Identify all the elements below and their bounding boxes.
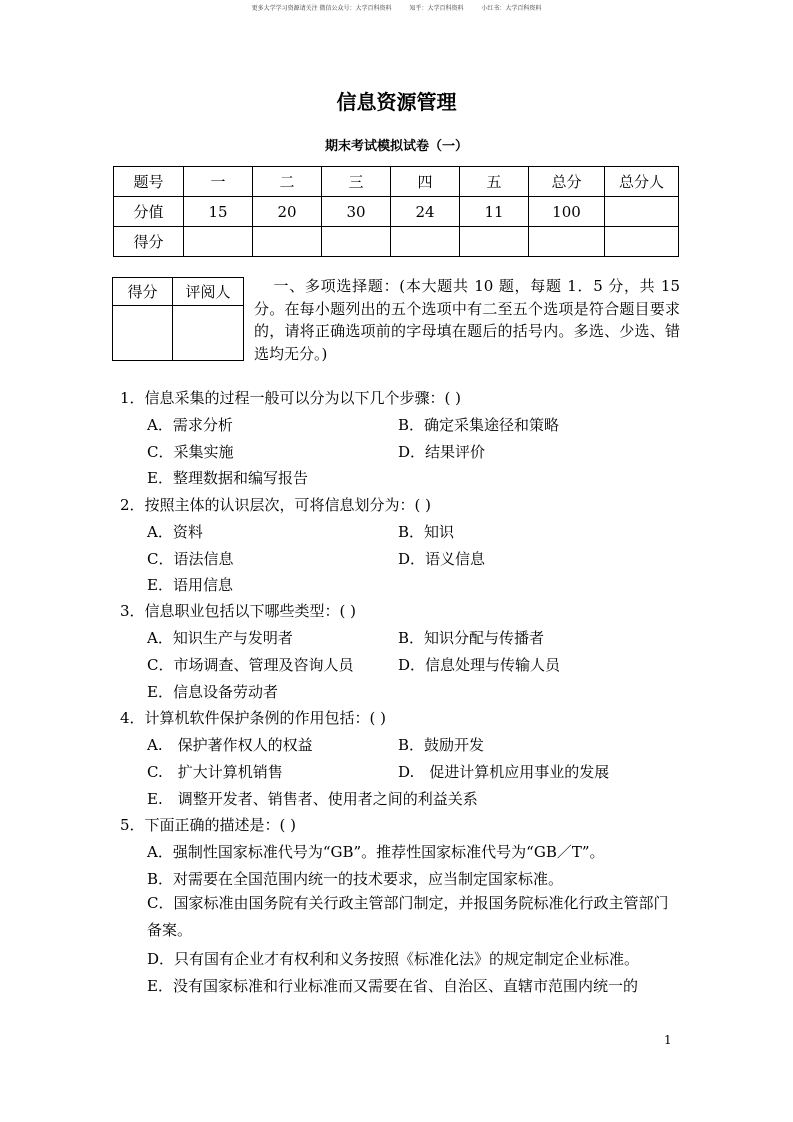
score-label: 得分	[114, 227, 184, 257]
question-1-option-c: C．采集实施	[147, 443, 234, 461]
grader-name-label: 评阅人	[173, 278, 244, 306]
question-3-option-c: C．市场调查、管理及咨询人员	[147, 656, 354, 674]
score-table-values-row	[114, 197, 679, 227]
question-3-option-e: E．信息设备劳动者	[147, 683, 278, 701]
question-3-option-b: B．知识分配与传播者	[398, 629, 545, 647]
question-3-option-a: A．知识生产与发明者	[147, 629, 293, 647]
score-table-header-row	[114, 167, 679, 197]
empty-cell	[113, 306, 173, 361]
question-2-option-a: A．资料	[147, 523, 203, 541]
header-cell: 四	[391, 167, 460, 197]
value-cell: 30	[322, 197, 391, 227]
question-1-stem: 1．信息采集的过程一般可以分为以下几个步骤：( )	[120, 389, 462, 407]
header-cell: 五	[460, 167, 529, 197]
header-cell: 题号	[114, 167, 184, 197]
empty-cell	[529, 227, 605, 257]
header-cell: 总分	[529, 167, 605, 197]
empty-cell	[391, 227, 460, 257]
question-4-stem: 4．计算机软件保护条例的作用包括：( )	[120, 709, 387, 727]
empty-cell	[605, 197, 679, 227]
header-cell: 一	[184, 167, 253, 197]
value-cell: 15	[184, 197, 253, 227]
value-cell: 100	[529, 197, 605, 227]
question-4-option-c: C. 扩大计算机销售	[147, 763, 283, 781]
empty-cell	[253, 227, 322, 257]
value-cell: 20	[253, 197, 322, 227]
question-1-option-a: A．需求分析	[147, 416, 233, 434]
header-cell: 三	[322, 167, 391, 197]
question-1-option-b: B．确定采集途径和策略	[398, 416, 560, 434]
question-5-option-e: E．没有国家标准和行业标准而又需要在省、自治区、直辖市范围内统一的	[147, 977, 638, 995]
empty-cell	[460, 227, 529, 257]
document-title: 信息资源管理	[336, 90, 457, 114]
question-5-option-d: D．只有国有企业才有权利和义务按照《标准化法》的规定制定企业标准。	[147, 950, 640, 968]
header-cell: 二	[253, 167, 322, 197]
question-2-stem: 2．按照主体的认识层次，可将信息划分为：( )	[120, 496, 432, 514]
score-table	[113, 166, 679, 257]
question-2-option-b: B．知识	[398, 523, 455, 541]
value-cell: 24	[391, 197, 460, 227]
question-5-option-b: B．对需要在全国范围内统一的技术要求，应当制定国家标准。	[147, 870, 564, 888]
question-2-option-d: D．语义信息	[398, 550, 486, 568]
header-text-2: 知乎：大学百科资料	[409, 5, 464, 12]
question-4-option-b: B．鼓励开发	[398, 736, 485, 754]
question-3-stem: 3．信息职业包括以下哪些类型：( )	[120, 602, 357, 620]
question-5-option-c: C．国家标准由国务院有关行政主管部门制定，并报国务院标准化行政主管部门备案。	[147, 894, 669, 939]
grader-table	[112, 277, 244, 361]
header-text-1: 更多大学学习资源请关注 微信公众号：大学百科资料	[251, 5, 392, 12]
question-4-option-a: A. 保护著作权人的权益	[147, 736, 313, 754]
page-number: 1	[664, 1033, 672, 1047]
question-1-option-e: E．整理数据和编写报告	[147, 469, 308, 487]
document-subtitle: 期末考试模拟试卷（一）	[324, 139, 468, 154]
page-header	[0, 3, 793, 12]
question-5-stem: 5．下面正确的描述是：( )	[120, 816, 297, 834]
values-label: 分值	[114, 197, 184, 227]
question-5-option-a: A．强制性国家标准代号为“GB”。推荐性国家标准代号为“GB／T”。	[147, 843, 605, 861]
header-cell: 总分人	[605, 167, 679, 197]
value-cell: 11	[460, 197, 529, 227]
question-3-option-d: D．信息处理与传输人员	[398, 656, 561, 674]
grader-score-label: 得分	[113, 278, 173, 306]
header-text-3: 小红书：大学百科资料	[481, 5, 542, 12]
question-2-option-c: C．语法信息	[147, 550, 234, 568]
section-instructions: 一、多项选择题：(本大题共 10 题，每题 1．5 分，共 15 分。在每小题列出的五个选项中有二至五个选项是符合题目要求的，请将正确选项前的字母填在题后的括号内。多选、少选、错选均无分。)	[254, 277, 680, 363]
empty-cell	[173, 306, 244, 361]
score-table-score-row	[114, 227, 679, 257]
empty-cell	[605, 227, 679, 257]
question-4-option-e: E. 调整开发者、销售者、使用者之间的利益关系	[147, 790, 478, 808]
empty-cell	[184, 227, 253, 257]
question-2-option-e: E．语用信息	[147, 576, 233, 594]
question-4-option-d: D. 促进计算机应用事业的发展	[398, 763, 610, 781]
empty-cell	[322, 227, 391, 257]
question-1-option-d: D．结果评价	[398, 443, 486, 461]
